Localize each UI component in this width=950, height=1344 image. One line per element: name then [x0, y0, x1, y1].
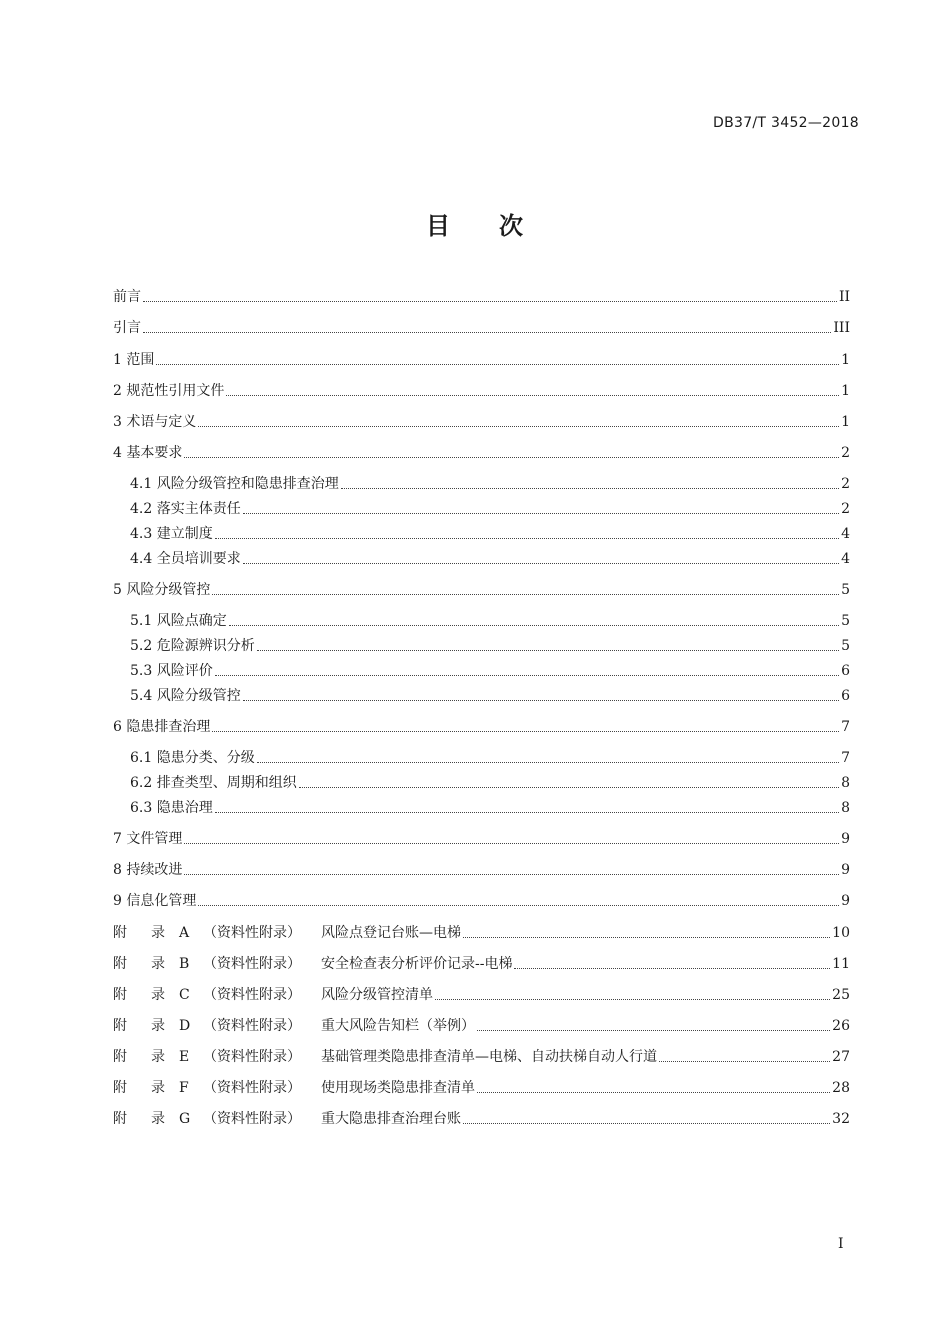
annex-suffix: 录	[151, 956, 165, 972]
toc-entry-5-3[interactable]	[130, 661, 850, 681]
toc-entry-page: 2	[841, 445, 850, 461]
toc-entry-3[interactable]	[113, 412, 850, 432]
annex-title: 使用现场类隐患排查清单	[321, 1080, 475, 1096]
leader-dots	[659, 1061, 830, 1062]
leader-dots	[212, 594, 839, 595]
annex-title: 风险分级管控清单	[321, 987, 433, 1003]
annex-type: （资料性附录）	[203, 987, 301, 1003]
page-title	[0, 206, 950, 241]
leader-dots	[215, 812, 839, 813]
leader-dots	[257, 650, 839, 651]
annex-suffix: 录	[151, 1049, 165, 1065]
toc-entry-page: 10	[832, 925, 850, 941]
toc-entry-page: 6	[841, 688, 850, 704]
leader-dots	[243, 700, 839, 701]
toc-entry-page: 1	[841, 352, 850, 368]
toc-entry-page: 25	[832, 987, 850, 1003]
toc-entry-page: 6	[841, 663, 850, 679]
leader-dots	[143, 332, 831, 333]
toc-entry-6[interactable]	[113, 717, 850, 737]
annex-prefix: 附	[113, 1049, 127, 1065]
toc-entry-label: 7 文件管理	[113, 831, 183, 847]
annex-suffix: 录	[151, 925, 165, 941]
annex-label	[113, 1047, 657, 1067]
annex-label	[113, 985, 433, 1005]
toc-entry-foreword[interactable]	[113, 287, 850, 307]
toc-annex-c[interactable]	[113, 985, 850, 1005]
toc-entry-page: 32	[832, 1111, 850, 1127]
leader-dots	[143, 301, 837, 302]
toc-entry-page: 11	[832, 956, 850, 972]
leader-dots	[299, 787, 839, 788]
toc-annex-f[interactable]	[113, 1078, 850, 1098]
toc-entry-page: 2	[841, 501, 850, 517]
toc-annex-e[interactable]	[113, 1047, 850, 1067]
toc-entry-label: 9 信息化管理	[113, 893, 197, 909]
toc-entry-label: 6 隐患排查治理	[113, 719, 211, 735]
toc-entry-2[interactable]	[113, 381, 850, 401]
toc-entry-label: 5.2 危险源辨识分析	[130, 638, 255, 654]
toc-entry-label: 8 持续改进	[113, 862, 183, 878]
toc-entry-9[interactable]	[113, 891, 850, 911]
toc-entry-page: 7	[841, 750, 850, 766]
toc-entry-label: 引言	[113, 320, 141, 336]
toc-entry-page: 5	[841, 582, 850, 598]
annex-label	[113, 1016, 475, 1036]
toc-entry-page: 8	[841, 775, 850, 791]
toc-entry-label: 5 风险分级管控	[113, 582, 211, 598]
toc-entry-label: 5.3 风险评价	[130, 663, 213, 679]
annex-letter: A	[179, 925, 190, 941]
title-char-1: 目	[426, 212, 451, 240]
toc-entry-page: 1	[841, 383, 850, 399]
leader-dots	[477, 1092, 830, 1093]
leader-dots	[156, 364, 839, 365]
leader-dots	[257, 762, 839, 763]
leader-dots	[198, 905, 839, 906]
annex-suffix: 录	[151, 987, 165, 1003]
toc-entry-page: 9	[841, 893, 850, 909]
toc-entry-page: 1	[841, 414, 850, 430]
annex-letter: C	[179, 987, 190, 1003]
toc-entry-4[interactable]	[113, 443, 850, 463]
leader-dots	[184, 843, 839, 844]
annex-prefix: 附	[113, 925, 127, 941]
annex-prefix: 附	[113, 1111, 127, 1127]
toc-entry-label: 5.4 风险分级管控	[130, 688, 241, 704]
leader-dots	[184, 874, 839, 875]
toc-entry-5-4[interactable]	[130, 686, 850, 706]
toc-entry-page: 26	[832, 1018, 850, 1034]
annex-title: 重大隐患排查治理台账	[321, 1111, 461, 1127]
annex-title: 重大风险告知栏（举例）	[321, 1018, 475, 1034]
annex-title: 风险点登记台账—电梯	[321, 925, 461, 941]
annex-type: （资料性附录）	[203, 956, 301, 972]
leader-dots	[435, 999, 830, 1000]
toc-entry-4-2[interactable]	[130, 499, 850, 519]
toc-entry-label: 4.2 落实主体责任	[130, 501, 241, 517]
toc-entry-page: 4	[841, 551, 850, 567]
toc-entry-page: 27	[832, 1049, 850, 1065]
annex-label	[113, 954, 512, 974]
toc-annex-g[interactable]	[113, 1109, 850, 1129]
toc-entry-label: 3 术语与定义	[113, 414, 197, 430]
toc-entry-6-1[interactable]	[130, 748, 850, 768]
toc-entry-page: 2	[841, 476, 850, 492]
toc-entry-8[interactable]	[113, 860, 850, 880]
annex-letter: B	[179, 956, 190, 972]
leader-dots	[198, 426, 839, 427]
toc-entry-label: 4.4 全员培训要求	[130, 551, 241, 567]
annex-type: （资料性附录）	[203, 1080, 301, 1096]
annex-letter: D	[179, 1018, 191, 1034]
annex-label	[113, 1078, 475, 1098]
toc-entry-page: II	[838, 289, 850, 305]
toc-entry-5-1[interactable]	[130, 611, 850, 631]
leader-dots	[463, 1123, 830, 1124]
toc-entry-introduction[interactable]	[113, 318, 850, 338]
toc-entry-4-1[interactable]	[130, 474, 850, 494]
toc-entry-page: III	[833, 320, 850, 336]
leader-dots	[341, 488, 839, 489]
toc-entry-label: 6.3 隐患治理	[130, 800, 213, 816]
annex-letter: E	[179, 1049, 190, 1065]
toc-entry-label: 6.2 排查类型、周期和组织	[130, 775, 297, 791]
toc-annex-b[interactable]	[113, 954, 850, 974]
toc-entry-page: 4	[841, 526, 850, 542]
annex-suffix: 录	[151, 1018, 165, 1034]
annex-type: （资料性附录）	[203, 1049, 301, 1065]
toc-entry-page: 5	[841, 613, 850, 629]
toc-entry-6-2[interactable]	[130, 773, 850, 793]
leader-dots	[514, 968, 830, 969]
annex-title: 安全检查表分析评价记录--电梯	[321, 956, 513, 972]
title-char-2: 次	[499, 212, 524, 240]
annex-letter: F	[179, 1080, 189, 1096]
page-number: I	[838, 1236, 844, 1252]
leader-dots	[243, 563, 839, 564]
annex-letter: G	[179, 1111, 191, 1127]
toc-entry-label: 4.1 风险分级管控和隐患排查治理	[130, 476, 339, 492]
leader-dots	[243, 513, 839, 514]
annex-suffix: 录	[151, 1080, 165, 1096]
leader-dots	[212, 731, 839, 732]
annex-prefix: 附	[113, 1018, 127, 1034]
toc-entry-label: 4.3 建立制度	[130, 526, 213, 542]
annex-suffix: 录	[151, 1111, 165, 1127]
toc-entry-1[interactable]	[113, 350, 850, 370]
toc-entry-6-3[interactable]	[130, 798, 850, 818]
toc-entry-label: 5.1 风险点确定	[130, 613, 227, 629]
annex-prefix: 附	[113, 987, 127, 1003]
annex-title: 基础管理类隐患排查清单—电梯、自动扶梯自动人行道	[321, 1049, 657, 1065]
leader-dots	[215, 538, 839, 539]
leader-dots	[184, 457, 839, 458]
toc-entry-page: 7	[841, 719, 850, 735]
toc-entry-page: 9	[841, 831, 850, 847]
leader-dots	[229, 625, 839, 626]
toc-entry-4-3[interactable]	[130, 524, 850, 544]
toc-entry-label: 1 范围	[113, 352, 155, 368]
toc-annex-d[interactable]	[113, 1016, 850, 1036]
toc-entry-5[interactable]	[113, 580, 850, 600]
leader-dots	[215, 675, 839, 676]
toc-entry-label: 4 基本要求	[113, 445, 183, 461]
annex-label	[113, 923, 461, 943]
leader-dots	[226, 395, 839, 396]
toc-entry-label: 2 规范性引用文件	[113, 383, 225, 399]
annex-type: （资料性附录）	[203, 1018, 301, 1034]
annex-prefix: 附	[113, 956, 127, 972]
leader-dots	[477, 1030, 830, 1031]
toc-entry-page: 28	[832, 1080, 850, 1096]
toc-entry-page: 9	[841, 862, 850, 878]
toc-annex-a[interactable]	[113, 923, 850, 943]
toc-entry-page: 8	[841, 800, 850, 816]
leader-dots	[463, 937, 830, 938]
toc-entry-page: 5	[841, 638, 850, 654]
toc-entry-label: 6.1 隐患分类、分级	[130, 750, 255, 766]
toc-entry-7[interactable]	[113, 829, 850, 849]
toc-entry-label: 前言	[113, 289, 141, 305]
annex-label	[113, 1109, 461, 1129]
toc-entry-4-4[interactable]	[130, 549, 850, 569]
annex-prefix: 附	[113, 1080, 127, 1096]
document-code: DB37/T 3452—2018	[713, 115, 859, 131]
annex-type: （资料性附录）	[203, 925, 301, 941]
annex-type: （资料性附录）	[203, 1111, 301, 1127]
toc-entry-5-2[interactable]	[130, 636, 850, 656]
